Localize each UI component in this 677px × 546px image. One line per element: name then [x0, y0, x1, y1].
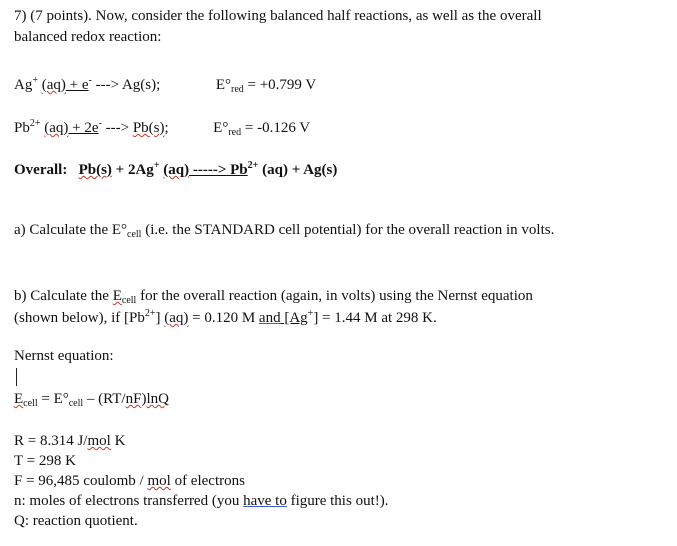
constant-r: R = 8.314 J/mol K — [14, 433, 126, 449]
nernst-equation: $E_{cell} = E^\circ_{cell} - (RT/nF)\ln Q$ — [14, 391, 169, 409]
ag-half-reaction: Ag+ (aq) + e- ---> Ag(s); $E^\circ_{red} = +0.799$ V — [14, 75, 317, 95]
nernst-title: Nernst equation: — [14, 348, 114, 364]
part-b-question-line-1: b) Calculate the $E_{cell}$ for the overall reaction (again, in volts) using the Nernst equation — [14, 288, 533, 306]
problem-intro-line-2: balanced redox reaction: — [14, 29, 162, 45]
part-a-question: a) Calculate the $E^\circ_{cell}$ (i.e. the STANDARD cell potential) for the overall reaction in volts. — [14, 222, 555, 240]
overall-reaction: Overall: Pb(s) + 2Ag+ (aq) -----> $Pb^{2+}$ (aq) + Ag(s) — [14, 160, 338, 178]
constant-q: Q: reaction quotient. — [14, 513, 138, 529]
pb-half-reaction: $Pb^{2+}$ (aq) + 2e- ---> Pb(s); $E^\circ_{red} = -0.126$ V — [14, 118, 311, 138]
constant-t: T = 298 K — [14, 453, 76, 469]
constant-n: n: moles of electrons transferred (you have to figure this out!). — [14, 493, 389, 509]
part-b-question-line-2: (shown below), if $[Pb^{2+}] (aq) = 0.120$ M and [Ag+] = 1.44 M at 298 K. — [14, 308, 437, 326]
pb-e-red: $E^\circ_{red} = -0.126$ V — [213, 120, 311, 138]
text-cursor — [16, 368, 17, 386]
problem-intro-line-1: 7) (7 points). Now, consider the following balanced half reactions, as well as the overall — [14, 8, 542, 24]
constant-f: F = 96,485 coulomb / mol of electrons — [14, 473, 245, 489]
ag-e-red: $E^\circ_{red} = +0.799$ V — [215, 77, 317, 95]
